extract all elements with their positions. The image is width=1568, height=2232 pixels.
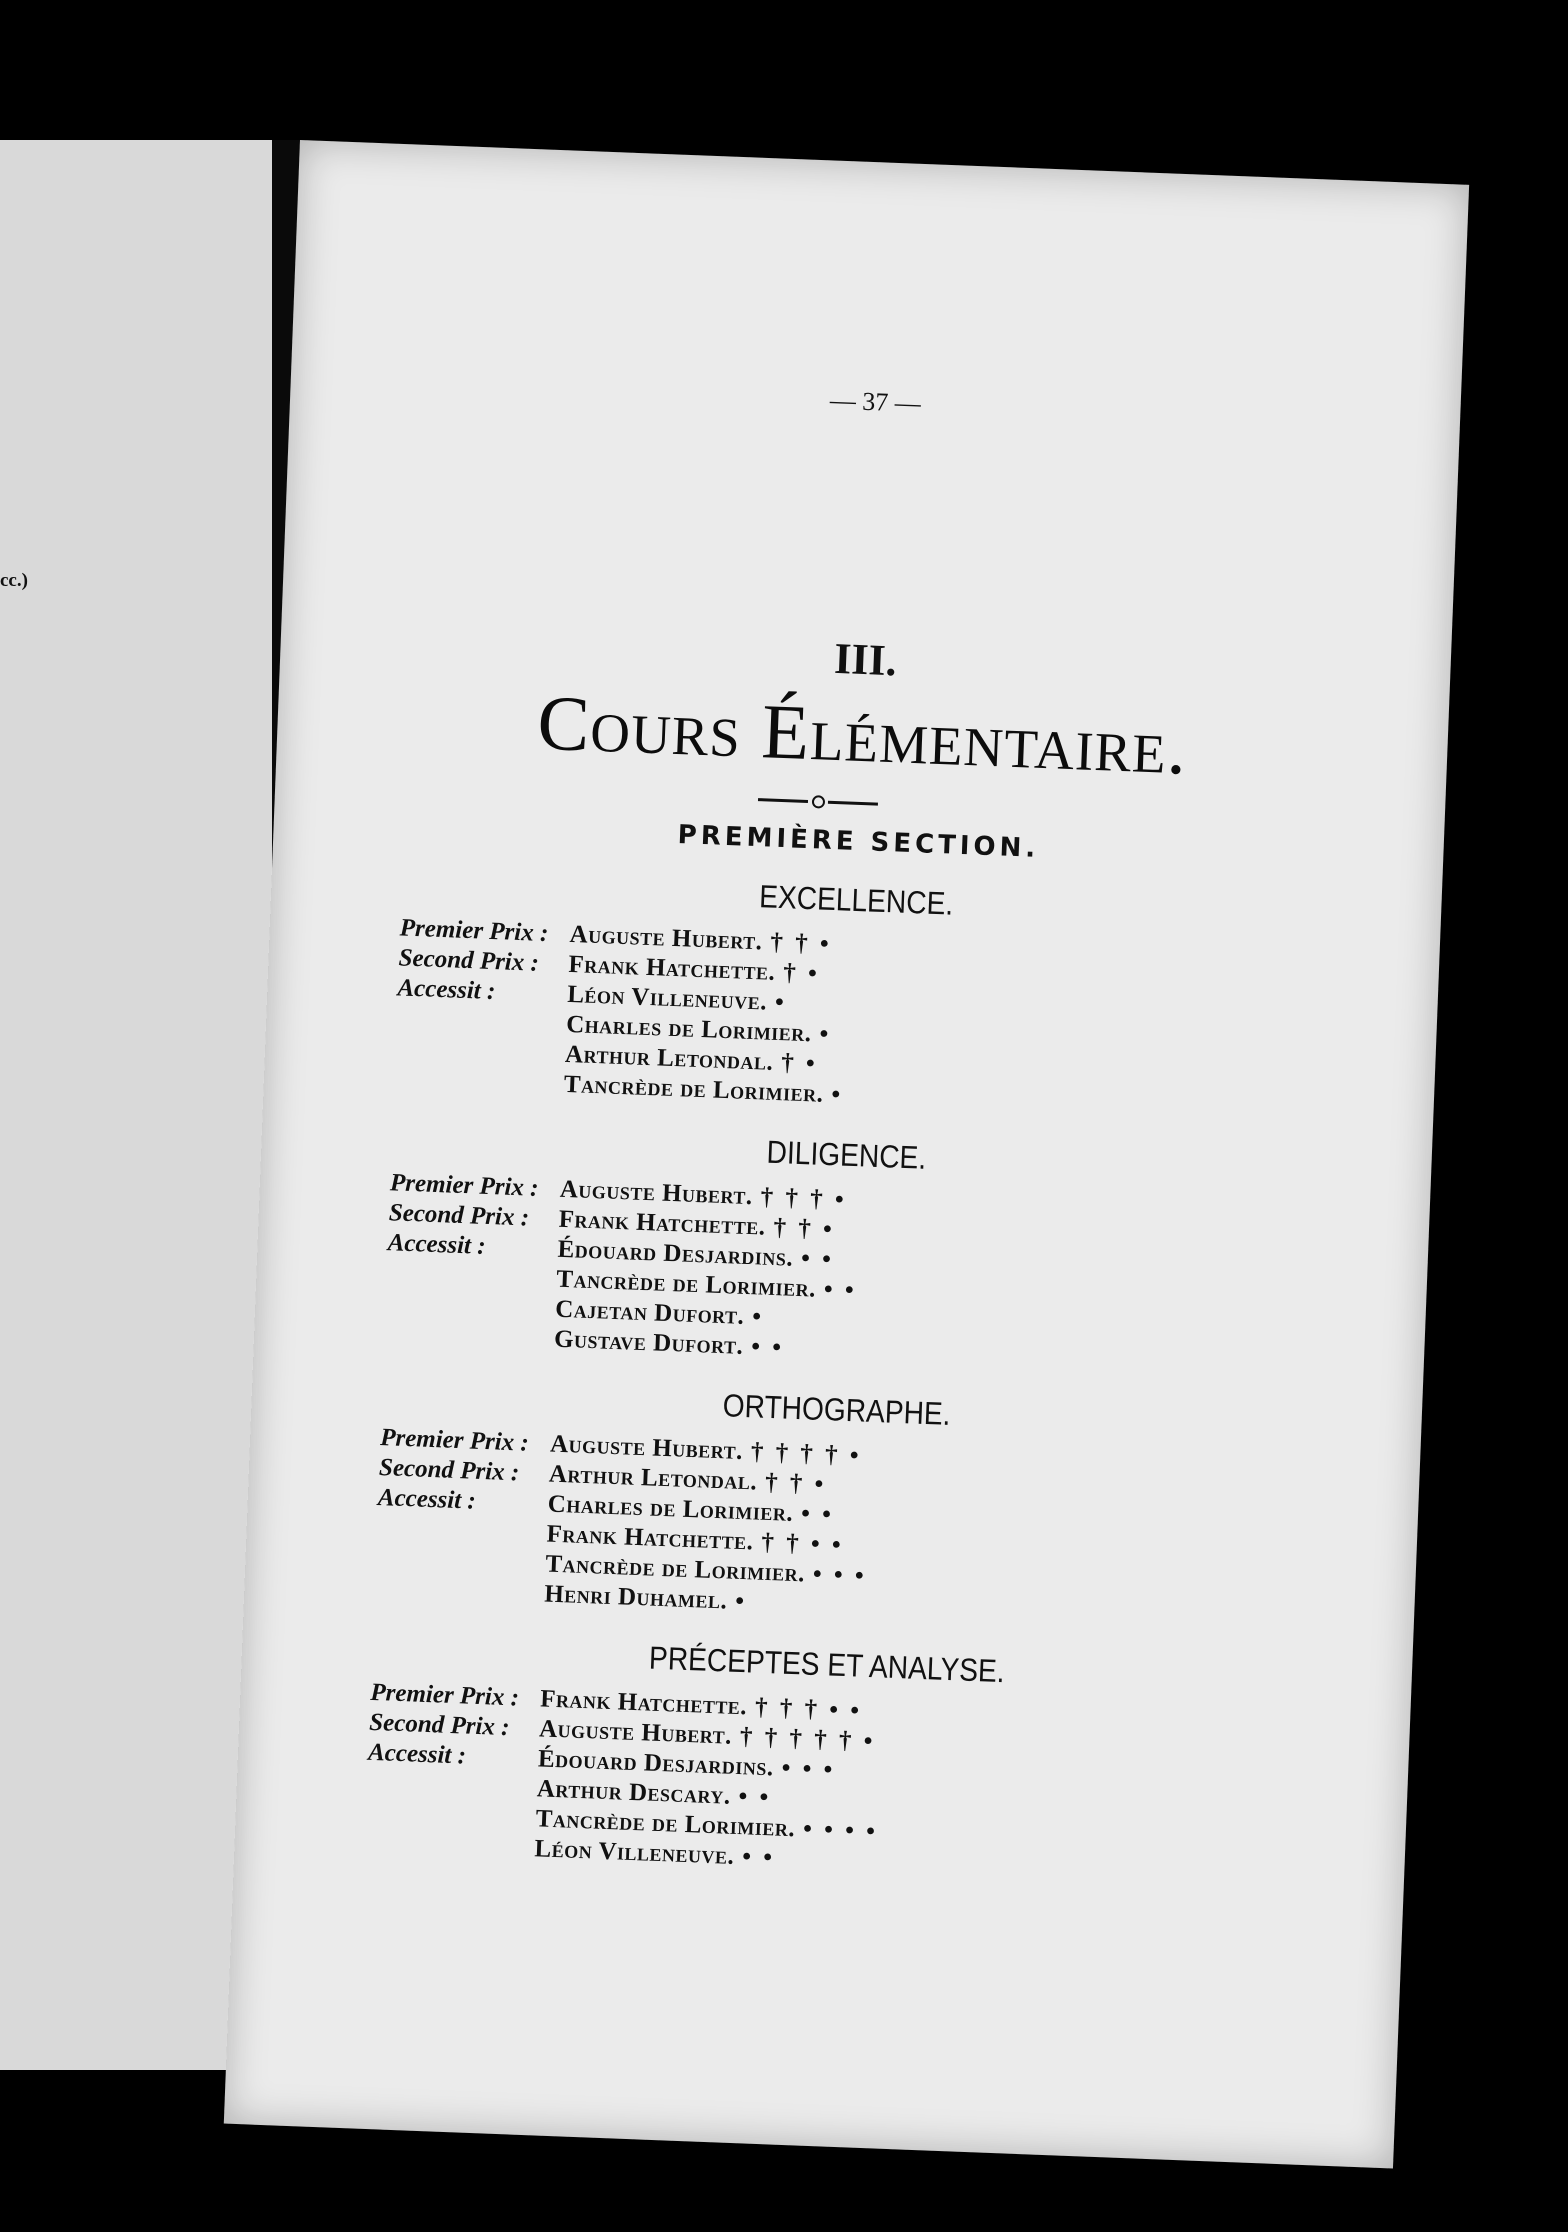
- prize-row: [260, 1164, 848, 1214]
- distinction-marks: • •: [800, 1500, 835, 1529]
- distinction-marks: • • •: [781, 1754, 836, 1784]
- prize-category: [263, 1114, 1432, 1362]
- student-name: Tancrède de Lorimier. • • •: [544, 1550, 868, 1590]
- distinction-marks: † † •: [764, 1468, 827, 1499]
- prize-label: [395, 1064, 585, 1071]
- student-name: Arthur Letondal. † † •: [548, 1460, 827, 1499]
- distinction-marks: † •: [780, 1049, 819, 1078]
- distinction-marks: •: [734, 1587, 748, 1616]
- prize-row: [258, 1194, 836, 1244]
- category-title: EXCELLENCE.: [758, 878, 954, 922]
- prize-row: [249, 1449, 827, 1499]
- left-page-text-fragment: cc.): [0, 570, 28, 591]
- prize-label: Premier Prix :: [369, 1678, 520, 1712]
- prize-label: Second Prix :: [388, 1199, 530, 1232]
- student-name: Charles de Lorimier. • •: [547, 1490, 835, 1529]
- distinction-marks: •: [751, 1303, 765, 1331]
- distinction-marks: † † •: [773, 1213, 836, 1244]
- distinction-marks: • •: [750, 1333, 785, 1362]
- category-title: DILIGENCE.: [766, 1133, 927, 1176]
- prize-category: [253, 1369, 1422, 1616]
- distinction-marks: • •: [738, 1783, 772, 1812]
- student-name: Auguste Hubert. † † † † † •: [538, 1715, 876, 1756]
- distinction-marks: •: [774, 988, 788, 1017]
- prize-label: Premier Prix :: [399, 914, 549, 948]
- prize-label: Accessit :: [367, 1738, 467, 1770]
- student-name: Tancrède de Lorimier. • • • •: [535, 1805, 879, 1846]
- distinction-marks: † •: [782, 959, 821, 988]
- student-name: Frank Hatchette. † † •: [558, 1205, 836, 1244]
- distinction-marks: † † •: [769, 928, 833, 958]
- prize-row: [238, 1734, 836, 1784]
- student-name: Cajetan Dufort. •: [554, 1295, 765, 1331]
- student-name: Léon Villeneuve. • •: [534, 1835, 776, 1872]
- student-name: Léon Villeneuve. •: [566, 980, 788, 1017]
- student-name: Arthur Descary. • •: [536, 1775, 772, 1812]
- prize-label: Accessit :: [387, 1229, 487, 1260]
- prize-label: Second Prix :: [378, 1454, 520, 1487]
- distinction-marks: • •: [741, 1843, 776, 1872]
- student-name: Tancrède de Lorimier. • •: [555, 1265, 858, 1305]
- prize-label: Second Prix :: [398, 944, 540, 977]
- prize-label: [375, 1574, 565, 1581]
- prize-row: [235, 1794, 879, 1846]
- prize-label: [365, 1829, 555, 1836]
- prize-row: [269, 909, 833, 958]
- student-name: Auguste Hubert. † † † •: [559, 1175, 848, 1214]
- prize-label: Accessit :: [397, 974, 496, 1006]
- prize-label: Premier Prix :: [389, 1169, 540, 1202]
- prize-label: [386, 1289, 576, 1296]
- category-title: ORTHOGRAPHE.: [722, 1387, 952, 1432]
- distinction-marks: • •: [823, 1275, 858, 1305]
- student-name: Édouard Desjardins. • •: [557, 1235, 835, 1274]
- student-name: Édouard Desjardins. • • •: [537, 1745, 836, 1784]
- student-name: Henri Duhamel. •: [543, 1580, 748, 1616]
- prize-label: [385, 1319, 575, 1326]
- prize-row: [234, 1824, 776, 1872]
- chapter-numeral: III.: [833, 633, 898, 686]
- category-title: PRÉCEPTES ET ANALYSE.: [648, 1639, 1006, 1690]
- page-content: [300, 140, 1469, 1872]
- prize-label: Premier Prix :: [379, 1424, 530, 1457]
- prize-row: [255, 1284, 765, 1331]
- student-name: Tancrède de Lorimier. •: [563, 1070, 844, 1109]
- student-name: Charles de Lorimier. •: [565, 1010, 832, 1049]
- page-number: — 37 —: [829, 385, 922, 419]
- prize-row: [254, 1314, 785, 1362]
- distinction-marks: • •: [800, 1245, 835, 1274]
- prize-label: [376, 1544, 566, 1551]
- distinction-marks: † † † •: [760, 1183, 848, 1214]
- right-page: [224, 140, 1469, 2168]
- prize-row: [266, 999, 832, 1049]
- prize-row: [267, 969, 788, 1017]
- student-name: Frank Hatchette. † † † • •: [539, 1685, 863, 1725]
- prize-label: [366, 1799, 556, 1806]
- distinction-marks: •: [819, 1020, 832, 1049]
- student-name: Arthur Letondal. † •: [564, 1040, 819, 1078]
- distinction-marks: † † † † † •: [739, 1723, 876, 1756]
- student-name: Frank Hatchette. † •: [568, 950, 821, 988]
- distinction-marks: † † † • •: [754, 1693, 863, 1725]
- prize-label: Accessit :: [377, 1484, 477, 1515]
- prize-row: [265, 1029, 819, 1078]
- prize-row: [250, 1419, 863, 1470]
- prize-category: [243, 1624, 1412, 1872]
- distinction-marks: • • • •: [802, 1815, 879, 1846]
- prize-label: [396, 1034, 586, 1041]
- distinction-marks: † † • •: [760, 1528, 845, 1559]
- student-name: Frank Hatchette. † † • •: [546, 1520, 845, 1559]
- section-title: PREMIÈRE SECTION.: [677, 820, 1040, 864]
- distinction-marks: •: [830, 1081, 844, 1109]
- title-ornament: [758, 793, 878, 810]
- prize-row: [244, 1569, 748, 1616]
- distinction-marks: • • •: [812, 1560, 868, 1590]
- left-page: [0, 140, 274, 2070]
- student-name: Gustave Dufort. • •: [553, 1325, 785, 1362]
- prize-label: Second Prix :: [368, 1708, 511, 1742]
- course-title: Cours Élémentaire.: [536, 678, 1190, 791]
- student-name: Auguste Hubert. † † •: [569, 920, 833, 958]
- prize-row: [268, 939, 821, 988]
- distinction-marks: † † † † •: [750, 1438, 863, 1470]
- student-name: Auguste Hubert. † † † † •: [549, 1430, 863, 1470]
- prize-row: [236, 1764, 772, 1812]
